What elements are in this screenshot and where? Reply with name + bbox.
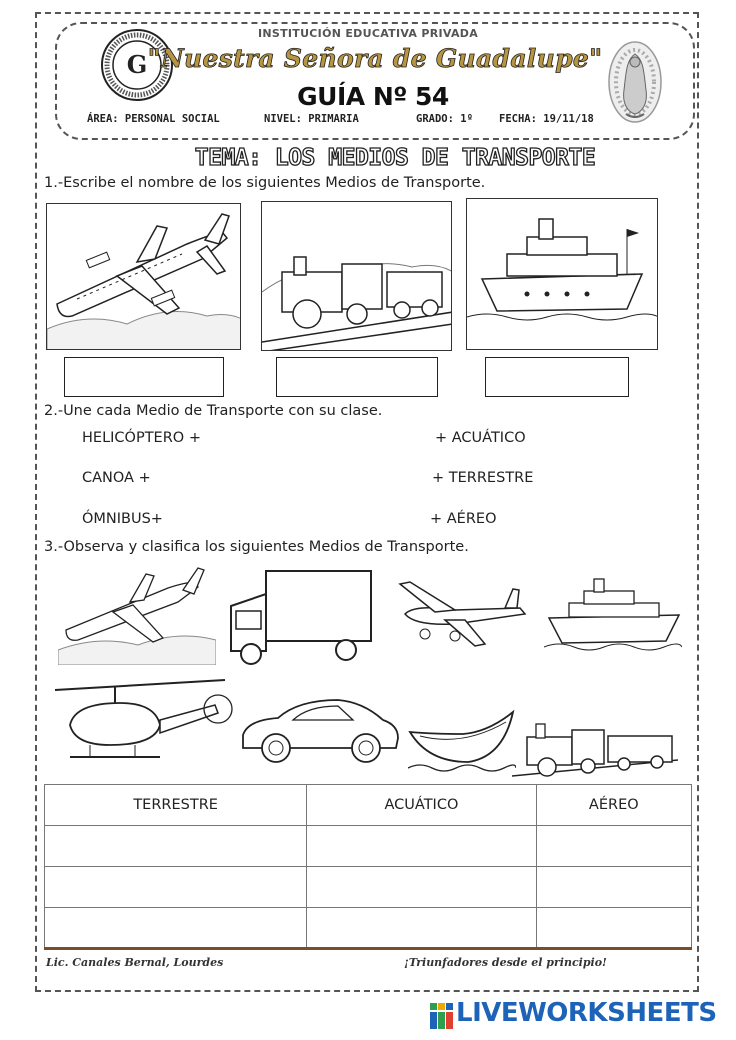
table-cell[interactable]	[307, 908, 536, 949]
match-left-1[interactable]: HELICÓPTERO +	[82, 430, 201, 446]
match-right-1[interactable]: + ACUÁTICO	[435, 430, 526, 446]
date-label: FECHA: 19/11/18	[499, 113, 594, 125]
author-signature: Lic. Canales Bernal, Lourdes	[46, 956, 224, 969]
canoe-image	[408, 702, 516, 777]
instruction-2: 2.-Une cada Medio de Transporte con su clase.	[44, 403, 383, 419]
match-left-3[interactable]: ÓMNIBUS+	[82, 511, 163, 527]
footer-divider	[44, 947, 692, 950]
match-right-3[interactable]: + AÉREO	[430, 511, 497, 527]
ship-image	[466, 198, 658, 350]
table-cell[interactable]	[536, 826, 691, 867]
car-image	[238, 690, 403, 765]
institution-label: INSTITUCIÓN EDUCATIVA PRIVADA	[257, 27, 479, 40]
train-image	[261, 201, 452, 351]
table-row	[45, 826, 692, 867]
table-cell[interactable]	[45, 908, 307, 949]
guide-title: GUÍA Nº 54	[297, 82, 449, 111]
table-header-terrestre: TERRESTRE	[45, 785, 307, 826]
table-cell[interactable]	[536, 908, 691, 949]
answer-box-2[interactable]	[276, 357, 438, 397]
airplane-image	[46, 203, 241, 350]
grade-label: GRADO: 1º	[416, 113, 473, 125]
table-cell[interactable]	[307, 867, 536, 908]
school-motto: ¡Triunfadores desde el principio!	[404, 956, 607, 969]
truck-image	[226, 566, 376, 666]
match-right-2[interactable]: + TERRESTRE	[432, 470, 534, 486]
instruction-1: 1.-Escribe el nombre de los siguientes Medios de Transporte.	[44, 175, 486, 191]
table-row	[45, 908, 692, 949]
small-plane-image	[395, 574, 530, 656]
level-label: NIVEL: PRIMARIA	[264, 113, 359, 125]
instruction-3: 3.-Observa y clasifica los siguientes Medios de Transporte.	[44, 539, 469, 555]
answer-box-3[interactable]	[485, 357, 629, 397]
helicopter-image	[50, 675, 235, 770]
match-left-2[interactable]: CANOA +	[82, 470, 151, 486]
table-row	[45, 867, 692, 908]
liveworksheets-logo-icon	[430, 1003, 454, 1029]
classification-table	[44, 784, 692, 949]
table-cell[interactable]	[307, 826, 536, 867]
table-cell[interactable]	[45, 826, 307, 867]
area-label: ÁREA: PERSONAL SOCIAL	[87, 113, 220, 125]
table-cell[interactable]	[536, 867, 691, 908]
brand-name: LIVEWORKSHEETS	[456, 998, 717, 1028]
table-header-acuatico: ACUÁTICO	[307, 785, 536, 826]
topic-title: TEMA: LOS MEDIOS DE TRANSPORTE	[194, 145, 596, 171]
table-header-aereo: AÉREO	[536, 785, 691, 826]
table-cell[interactable]	[45, 867, 307, 908]
airplane-small-image	[58, 560, 216, 665]
ship-small-image	[544, 573, 682, 653]
answer-box-1[interactable]	[64, 357, 224, 397]
train-small-image	[512, 712, 678, 780]
svg-text:G: G	[126, 50, 148, 79]
school-name: "Nuestra Señora de Guadalupe"	[147, 44, 603, 73]
